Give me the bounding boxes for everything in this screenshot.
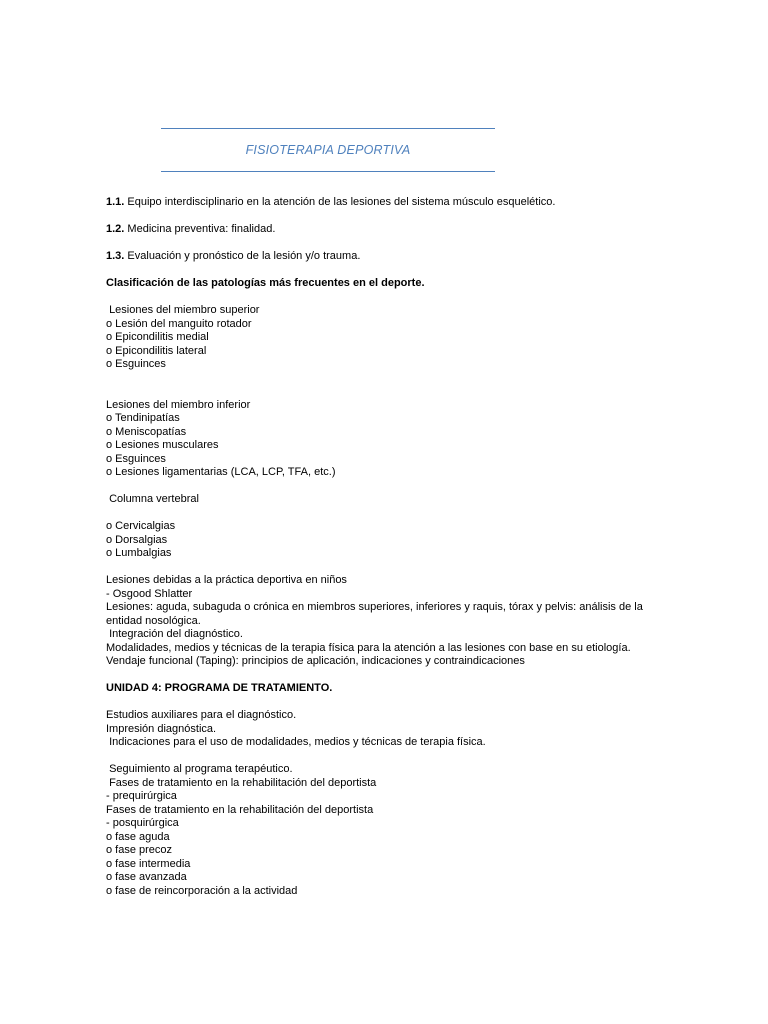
list-item: o Cervicalgias xyxy=(106,520,176,532)
document-body xyxy=(106,196,666,898)
title-rule-bottom xyxy=(161,171,495,172)
children-line: Vendaje funcional (Taping): principios de aplicación, indicaciones y contraindicaciones xyxy=(106,655,525,667)
title-rule-top xyxy=(161,128,495,129)
children-line: Lesiones debidas a la práctica deportiva en niños xyxy=(106,574,347,586)
item-number: 1.2. xyxy=(106,223,125,235)
classification-heading: Clasificación de las patologías más frecuentes en el deporte. xyxy=(106,277,425,289)
upper-limb-heading: Lesiones del miembro superior xyxy=(106,304,260,316)
spine-heading: Columna vertebral xyxy=(106,493,199,505)
unit4-line: Impresión diagnóstica. xyxy=(106,722,217,735)
unit4-line: - prequirúrgica xyxy=(106,790,177,802)
item-1-3 xyxy=(106,250,666,264)
unit4-line: - posquirúrgica xyxy=(106,817,179,829)
list-item: o Esguinces xyxy=(106,358,166,370)
list-item: o Epicondilitis medial xyxy=(106,331,209,343)
item-text: Medicina preventiva: finalidad. xyxy=(124,223,276,235)
list-item: o Lesiones ligamentarias (LCA, LCP, TFA, etc.) xyxy=(106,466,336,478)
list-item: o Meniscopatías xyxy=(106,425,187,438)
children-line: Lesiones: aguda, subaguda o crónica en miembros superiores, inferiores y raquis, tórax y pelvis: análisis de la xyxy=(106,601,643,613)
unit4-line: Fases de tratamiento en la rehabilitación del deportista xyxy=(106,803,374,816)
lower-limb-heading: Lesiones del miembro inferior xyxy=(106,398,251,411)
unit4-line: Seguimiento al programa terapéutico. xyxy=(106,763,293,775)
children-line: entidad nosológica. xyxy=(106,614,201,627)
list-item: o Lesiones musculares xyxy=(106,439,219,451)
list-item: o Lumbalgias xyxy=(106,547,172,559)
unit4-line: Fases de tratamiento en la rehabilitación del deportista xyxy=(106,776,377,789)
item-1-2 xyxy=(106,223,666,237)
list-item: o Tendinipatías xyxy=(106,412,180,424)
unit4-line: o fase intermedia xyxy=(106,857,191,870)
item-text: Evaluación y pronóstico de la lesión y/o trauma. xyxy=(124,250,361,262)
item-text: Equipo interdisciplinario en la atención de las lesiones del sistema músculo esquelético. xyxy=(124,196,556,208)
item-number: 1.1. xyxy=(106,196,125,208)
unit4-heading: UNIDAD 4: PROGRAMA DE TRATAMIENTO. xyxy=(106,682,333,694)
list-item: o Lesión del manguito rotador xyxy=(106,317,252,330)
item-1-1 xyxy=(106,196,666,210)
document-title: FISIOTERAPIA DEPORTIVA xyxy=(245,143,411,157)
children-line: Modalidades, medios y técnicas de la terapia física para la atención a las lesiones con base en su etiología. xyxy=(106,641,631,654)
list-item: o Esguinces xyxy=(106,452,166,465)
unit4-line: o fase aguda xyxy=(106,830,170,843)
unit4-line: o fase de reincorporación a la actividad xyxy=(106,884,298,897)
list-item: o Dorsalgias xyxy=(106,533,168,546)
unit4-line: o fase precoz xyxy=(106,844,173,856)
children-line: Integración del diagnóstico. xyxy=(106,628,243,640)
unit4-line: Estudios auxiliares para el diagnóstico. xyxy=(106,709,297,721)
item-number: 1.3. xyxy=(106,250,125,262)
list-item: o Epicondilitis lateral xyxy=(106,344,207,357)
unit4-line: o fase avanzada xyxy=(106,871,187,883)
unit4-line: Indicaciones para el uso de modalidades, medios y técnicas de terapia física. xyxy=(106,736,486,748)
children-line: - Osgood Shlatter xyxy=(106,587,193,600)
